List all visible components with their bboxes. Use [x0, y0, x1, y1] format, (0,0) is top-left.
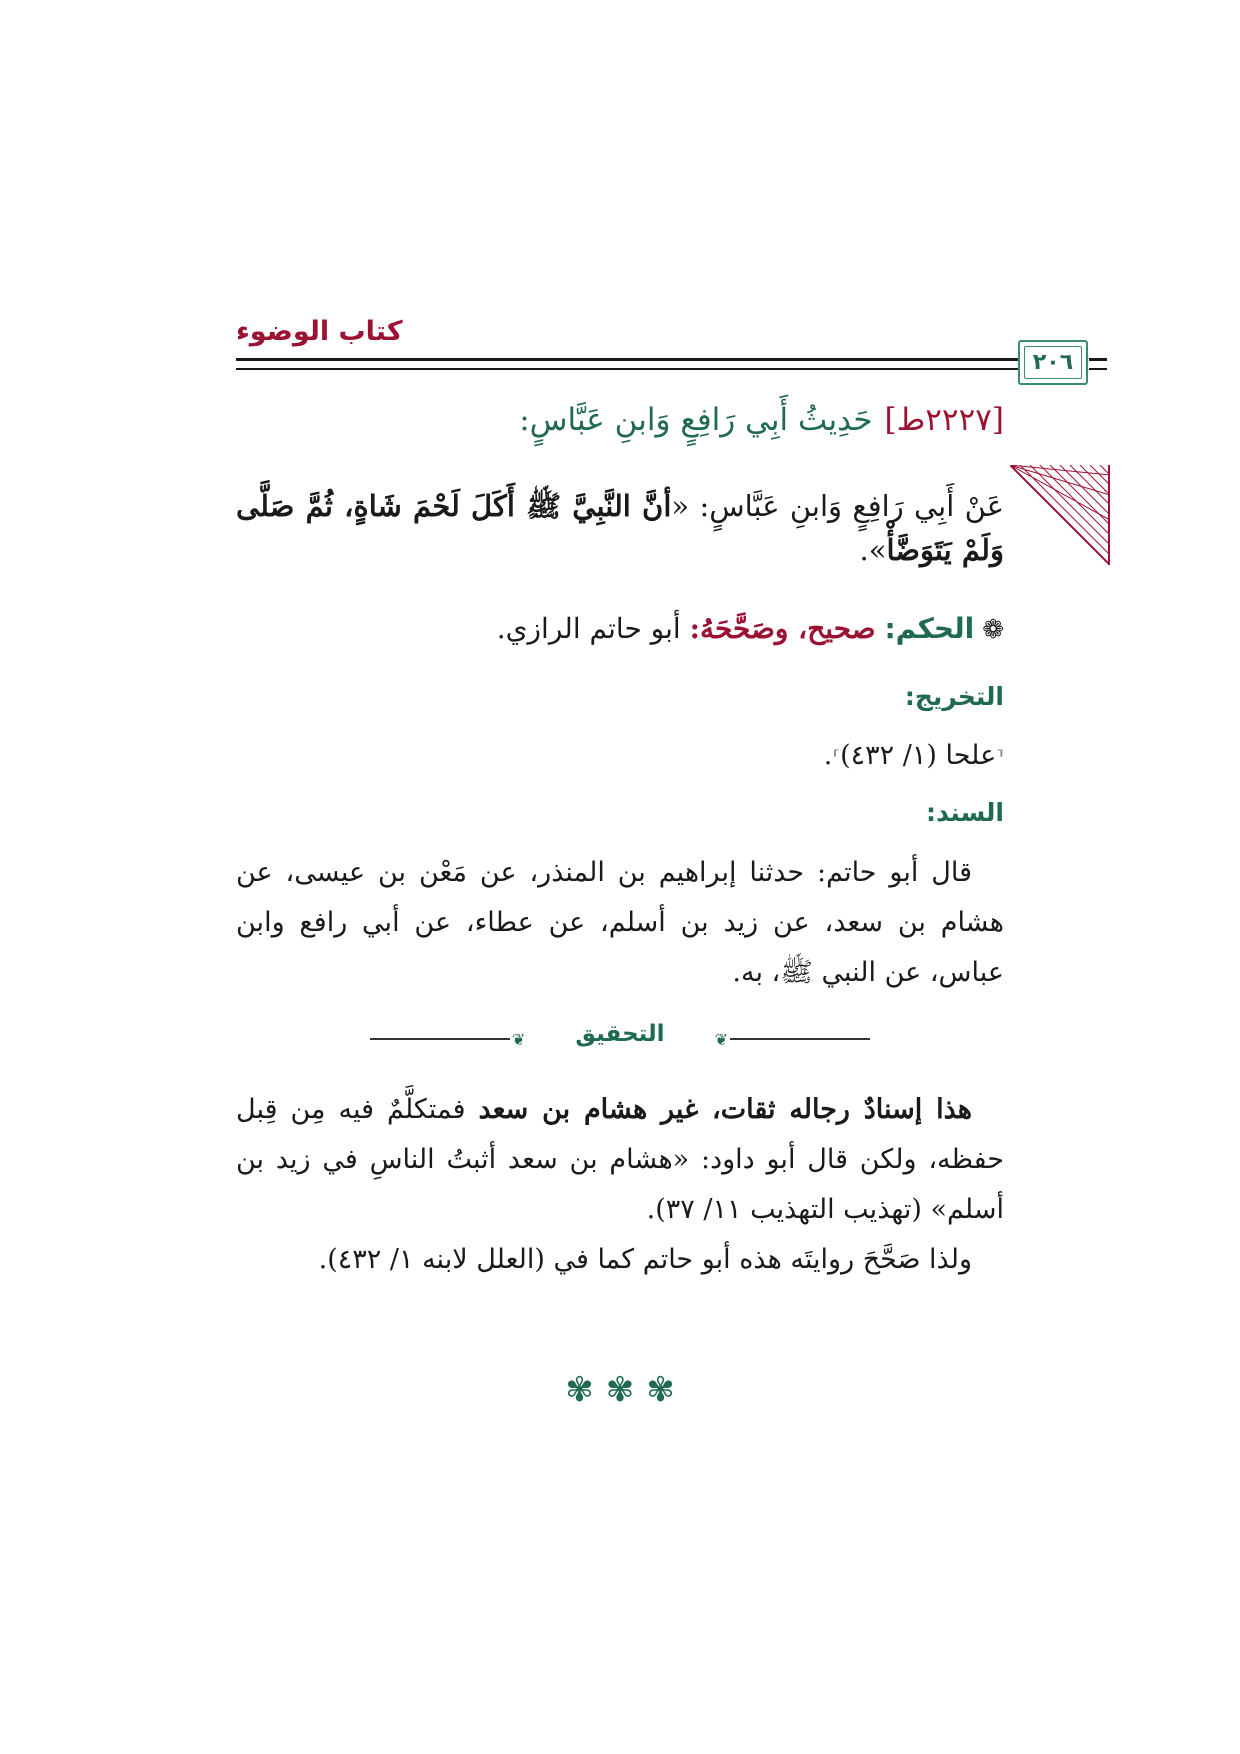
end-ornament [540, 1370, 700, 1410]
header-rule [1089, 368, 1107, 370]
hadith-intro: عَنْ أَبِي رَافِعٍ وَابنِ عَبَّاسٍ: « [671, 489, 1004, 523]
takhrij-reference-line [824, 740, 1004, 771]
ruling-authority: أبو حاتم الرازي. [496, 612, 681, 645]
tahqiq-bold: هذا إسنادٌ رجاله ثقات، غير هشام بن سعد [478, 1094, 973, 1125]
star-flower-icon: ✾ [565, 1370, 594, 1410]
book-title: كتاب الوضوء [236, 316, 403, 347]
hadith-matn: أنَّ النَّبِيَّ ﷺ أَكَلَ لَحْمَ شَاةٍ، ثُمَّ صَلَّى وَلَمْ يَتَوَضَّأْ [236, 489, 1004, 567]
bracket-close-icon: ⸣ [832, 745, 841, 769]
star-flower-icon: ✾ [605, 1370, 635, 1410]
hadith-number: [٢٢٢٧ط] [884, 402, 1004, 438]
tahqiq-paragraph [236, 1085, 1004, 1235]
corner-ornament-icon [1010, 465, 1110, 565]
bracket-open-icon: ⸢ [996, 745, 1004, 769]
hadith-heading [519, 402, 1004, 438]
header-rule [1089, 358, 1107, 361]
header-rule [236, 368, 1018, 370]
sanad-text: قال أبو حاتم: حدثنا إبراهيم بن المنذر، عن مَعْن بن عيسى، عن هشام بن سعد، عن زيد بن أسلم، عن عطاء، عن أبي رافع وابن عباس، عن النبي ﷺ، به. [236, 857, 1004, 988]
sanad-label: السند: [925, 798, 1004, 827]
ruling-value: صحيح، وصَحَّحَهُ: [689, 612, 876, 645]
star-flower-icon: ✾ [646, 1370, 675, 1410]
divider-ornament-icon: ❦ [512, 1030, 526, 1049]
page-number-badge [1018, 340, 1088, 385]
section-divider [370, 1018, 870, 1058]
hadith-end: ». [859, 533, 887, 567]
hadith-title: حَدِيثُ أَبِي رَافِعٍ وَابنِ عَبَّاسٍ: [519, 402, 873, 438]
takhrij-label: التخريج: [904, 682, 1004, 711]
flower-icon: ❁ [982, 615, 1004, 645]
divider-ornament-icon: ❦ [714, 1030, 728, 1049]
ruling-line [497, 612, 1004, 645]
tahqiq-paragraph: ولذا صَحَّحَ روايتَه هذه أبو حاتم كما في (العلل لابنه ١/ ٤٣٢). [318, 1244, 972, 1275]
takhrij-end: . [823, 740, 833, 771]
ruling-label: الحكم: [884, 612, 975, 645]
page-number: ٢٠٦ [1032, 350, 1074, 375]
hadith-text [236, 484, 1004, 572]
tahqiq-rest: فمتكلَّمٌ فيه مِن قِبل حفظه، ولكن قال أبو داود: «هشام بن سعد أثبتُ الناسِ في زيد بن أسلم» (تهذيب التهذيب ١١/ ٣٧). [236, 1094, 1004, 1225]
header-rule [236, 358, 1018, 361]
tahqiq-title: التحقيق [575, 1021, 665, 1047]
takhrij-reference: علحا (١/ ٤٣٢) [840, 740, 997, 771]
